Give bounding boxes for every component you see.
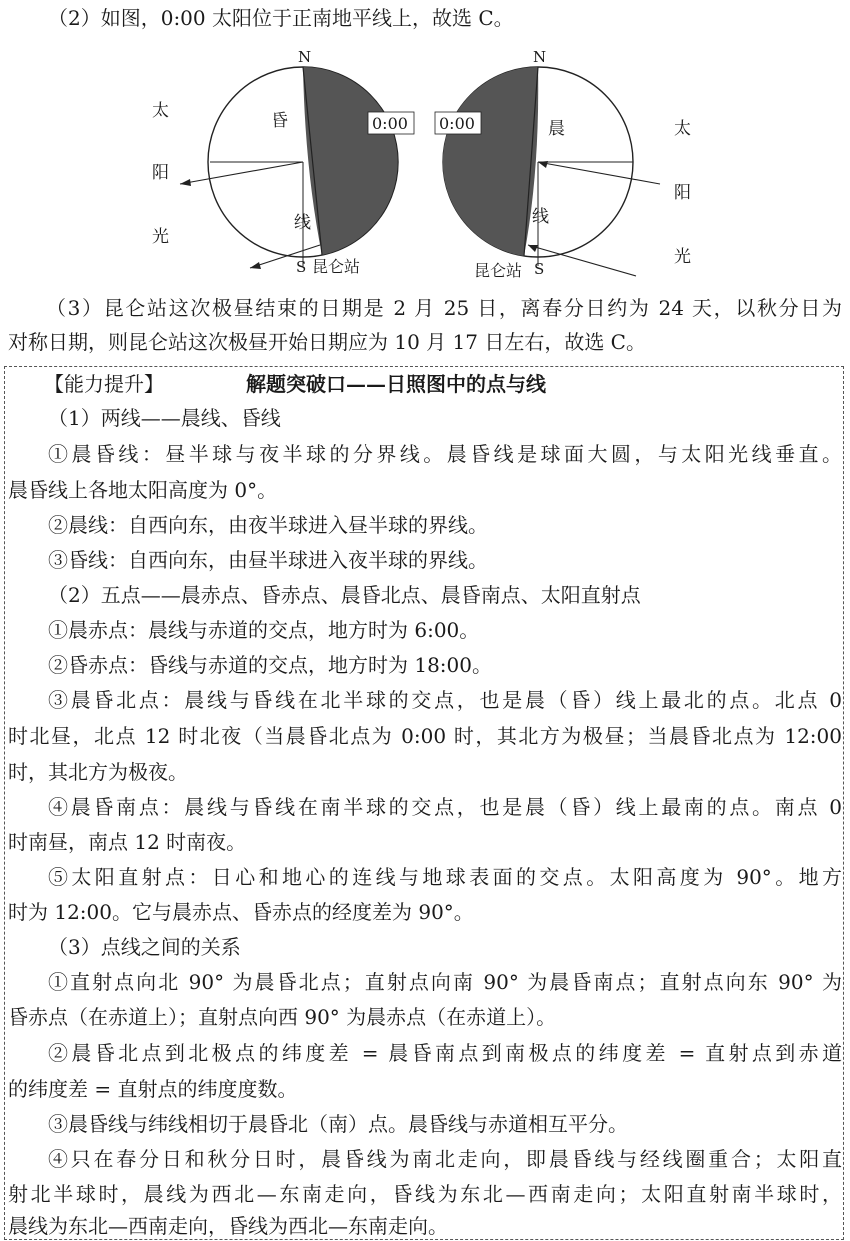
- left-time-label: 0:00: [372, 114, 408, 133]
- box-line-6: （2）五点——晨赤点、昏赤点、晨昏北点、晨昏南点、太阳直射点: [48, 583, 641, 607]
- right-time-label: 0:00: [439, 114, 475, 133]
- left-line-label: 线: [294, 213, 311, 233]
- box-line-17: ①直射点向北 90° 为晨昏北点；直射点向南 90° 为晨昏南点；直射点向东 90° 为: [48, 970, 842, 994]
- right-dawn-label: 晨: [548, 119, 565, 139]
- box-line-3: 晨昏线上各地太阳高度为 0°。: [8, 478, 278, 502]
- box-line-2: ①晨昏线：昼半球与夜半球的分界线。晨昏线是球面大圆，与太阳光线垂直。: [48, 442, 842, 466]
- box-line-12: ④晨昏南点：晨线与昏线在南半球的交点，也是晨（昏）线上最南的点。南点 0: [48, 795, 842, 819]
- left-south-label: S: [296, 258, 307, 276]
- box-line-19: ②晨昏北点到北极点的纬度差 = 晨昏南点到南极点的纬度差 = 直射点到赤道: [48, 1041, 842, 1065]
- left-sun-char-3: 光: [152, 227, 169, 247]
- box-line-13: 时南昼，南点 12 时南夜。: [8, 830, 247, 854]
- right-sun-char-2: 阳: [674, 183, 691, 203]
- answer-2-text: （2）如图，0:00 太阳位于正南地平线上，故选 C。: [48, 6, 514, 30]
- box-line-23: 射北半球时，晨线为西北—东南走向，昏线为东北—西南走向；太阳直射南半球时，: [8, 1182, 842, 1206]
- left-globe-night-side: [303, 67, 398, 255]
- right-sun-char-1: 太: [674, 119, 691, 139]
- left-sunray-2-arrow: [250, 262, 261, 269]
- box-line-10: 时北昼，北点 12 时北夜（当晨昏北点为 0:00 时，其北方为极昼；当晨昏北点为 12:00: [8, 724, 842, 748]
- ability-header-tag: 【能力提升】: [44, 372, 164, 396]
- box-line-24: 晨线为东北—西南走向，昏线为西北—东南走向。: [8, 1214, 448, 1238]
- right-station-label: 昆仑站: [474, 261, 523, 280]
- box-line-20: 的纬度差 = 直射点的纬度度数。: [8, 1077, 298, 1101]
- left-sunray-arrow: [180, 179, 191, 186]
- right-north-label: N: [533, 48, 547, 66]
- box-line-18: 昏赤点（在赤道上）；直射点向西 90° 为晨赤点（在赤道上）。: [8, 1005, 557, 1029]
- box-line-5: ③昏线：自西向东，由昼半球进入夜半球的界线。: [48, 548, 488, 572]
- left-sun-char-1: 太: [152, 101, 169, 121]
- right-line-label: 线: [532, 207, 549, 227]
- answer-3-line-1: （3）昆仑站这次极昼结束的日期是 2 月 25 日，离春分日约为 24 天，以秋分日为: [46, 296, 842, 320]
- box-line-9: ③晨昏北点：晨线与昏线在北半球的交点，也是晨（昏）线上最北的点。北点 0: [48, 688, 842, 712]
- ability-header-title: 解题突破口——日照图中的点与线: [246, 372, 546, 396]
- left-station-label: 昆仑站: [312, 257, 361, 276]
- right-south-label: S: [534, 260, 545, 278]
- box-line-1: （1）两线——晨线、昏线: [48, 406, 281, 430]
- box-line-7: ①晨赤点：晨线与赤道的交点，地方时为 6:00。: [48, 618, 480, 642]
- left-sun-char-2: 阳: [152, 163, 169, 183]
- left-dusk-label: 昏: [271, 111, 288, 131]
- right-globe-night-side: [443, 67, 538, 256]
- box-line-14: ⑤太阳直射点：日心和地心的连线与地球表面的交点。太阳高度为 90°。地方: [48, 865, 842, 889]
- sunlight-globe-diagram: [0, 40, 850, 290]
- box-line-8: ②昏赤点：昏线与赤道的交点，地方时为 18:00。: [48, 653, 492, 677]
- left-globe: [152, 48, 414, 276]
- box-line-21: ③晨昏线与纬线相切于晨昏北（南）点。晨昏线与赤道相互平分。: [48, 1112, 628, 1136]
- left-north-label: N: [298, 48, 312, 66]
- box-line-16: （3）点线之间的关系: [48, 935, 241, 959]
- box-line-22: ④只在春分日和秋分日时，晨昏线为南北走向，即晨昏线与经线圈重合；太阳直: [48, 1147, 842, 1171]
- right-sun-char-3: 光: [674, 247, 691, 267]
- box-line-15: 时为 12:00。它与晨赤点、昏赤点的经度差为 90°。: [8, 900, 474, 924]
- box-line-11: 时，其北方为极夜。: [8, 760, 188, 784]
- box-line-4: ②晨线：自西向东，由夜半球进入昼半球的界线。: [48, 513, 488, 537]
- answer-3-line-2: 对称日期，则昆仑站这次极昼开始日期应为 10 月 17 日左右，故选 C。: [8, 330, 646, 354]
- right-globe: [435, 48, 691, 280]
